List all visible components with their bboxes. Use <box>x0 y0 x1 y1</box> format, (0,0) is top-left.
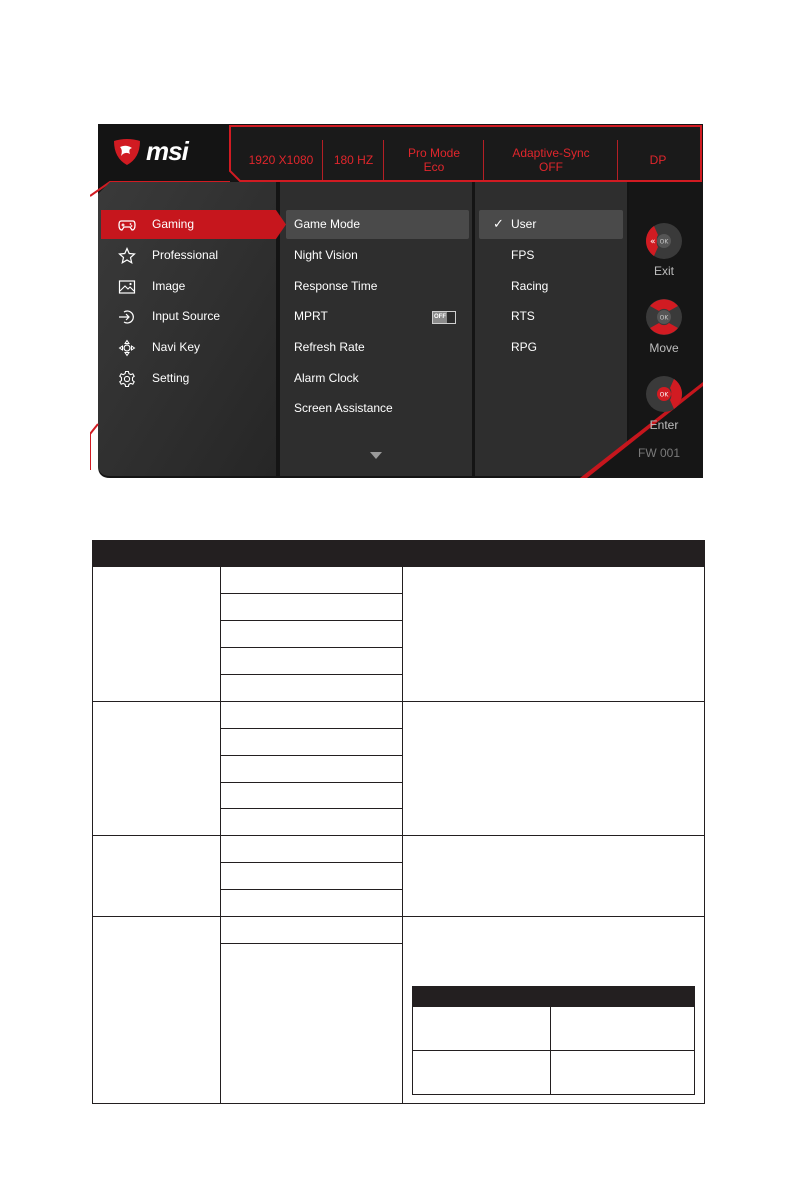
submenu-label: Night Vision <box>294 248 358 262</box>
gear-icon <box>118 370 136 388</box>
brand-text: msi <box>146 136 188 166</box>
main-menu-professional[interactable] <box>101 241 276 270</box>
status-resolution: 1920 X1080 <box>248 153 314 167</box>
submenu-night-vision[interactable] <box>286 241 469 270</box>
submenu-screen-assistance[interactable] <box>286 394 469 423</box>
option-rts[interactable] <box>479 302 623 331</box>
svg-text:OK: OK <box>659 314 669 322</box>
exit-label: Exit <box>653 264 674 278</box>
image-icon <box>118 278 136 296</box>
svg-text:«: « <box>650 237 656 247</box>
submenu-label: Screen Assistance <box>294 401 393 415</box>
inner-table <box>412 986 695 1095</box>
enter-joystick-icon[interactable] <box>645 375 683 413</box>
svg-text:OK: OK <box>659 391 669 399</box>
submenu-label: Refresh Rate <box>294 340 365 354</box>
exit-joystick-icon[interactable] <box>645 222 683 260</box>
submenu-label: Alarm Clock <box>294 371 359 385</box>
main-menu-navi-key[interactable] <box>101 333 276 362</box>
toggle-state: OFF <box>433 312 447 323</box>
option-label: FPS <box>511 248 535 262</box>
checkmark-icon: ✓ <box>493 216 504 231</box>
navi-key-icon <box>118 339 136 357</box>
move-joystick-icon[interactable] <box>645 298 683 336</box>
main-menu-label: Image <box>152 279 186 293</box>
main-menu-label: Gaming <box>152 217 195 231</box>
move-label: Move <box>649 341 679 355</box>
main-menu-setting[interactable] <box>101 364 276 393</box>
submenu-response-time[interactable] <box>286 272 469 301</box>
main-menu-input-source[interactable] <box>101 302 276 331</box>
main-menu-label: Navi Key <box>152 340 201 354</box>
toggle-knob <box>447 312 455 323</box>
msi-logo <box>112 136 188 167</box>
main-menu-label: Professional <box>152 248 219 262</box>
main-menu-label: Setting <box>152 371 190 385</box>
settings-table <box>92 540 705 1104</box>
submenu-refresh-rate[interactable] <box>286 333 469 362</box>
osd-menu <box>90 124 703 478</box>
submenu-label: Game Mode <box>294 217 361 231</box>
input-source-icon <box>118 308 136 326</box>
firmware-version: FW 001 <box>638 446 681 460</box>
option-label: RTS <box>511 309 535 323</box>
submenu-label: MPRT <box>294 309 328 323</box>
star-icon <box>118 247 136 265</box>
option-fps[interactable] <box>479 241 623 270</box>
option-rpg[interactable] <box>479 333 623 362</box>
option-label: RPG <box>511 340 538 354</box>
svg-text:OK: OK <box>659 238 669 246</box>
dragon-shield-icon <box>112 138 142 166</box>
submenu-alarm-clock[interactable] <box>286 364 469 393</box>
status-adaptive-sync: Adaptive-Sync OFF <box>483 140 618 180</box>
gamepad-icon <box>118 216 136 234</box>
option-label: User <box>511 217 537 231</box>
main-menu-label: Input Source <box>152 309 221 323</box>
status-refresh-rate: 180 HZ <box>322 140 384 180</box>
table-header <box>92 540 705 567</box>
enter-label: Enter <box>649 418 679 432</box>
option-label: Racing <box>511 279 549 293</box>
status-input-port: DP <box>617 140 698 180</box>
main-menu-gaming[interactable] <box>101 210 276 239</box>
main-menu-image[interactable] <box>101 272 276 301</box>
mprt-toggle[interactable] <box>432 311 456 324</box>
submenu-label: Response Time <box>294 279 378 293</box>
option-racing[interactable] <box>479 272 623 301</box>
submenu-game-mode[interactable] <box>286 210 469 239</box>
option-user[interactable] <box>479 210 623 239</box>
status-pro-mode: Pro Mode Eco <box>383 140 484 180</box>
